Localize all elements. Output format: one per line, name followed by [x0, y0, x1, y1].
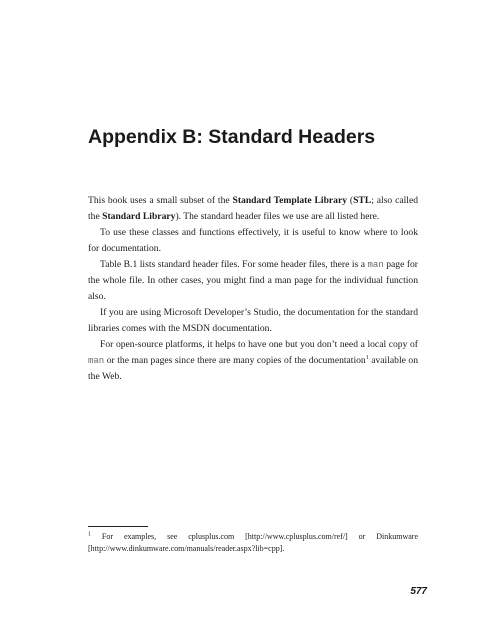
code-term: man	[367, 260, 384, 270]
code-term: man	[88, 356, 105, 366]
text-run: available on the Web.	[88, 355, 418, 382]
paragraph-5	[88, 337, 418, 385]
text-run: page for the whole file. In other cases, you might find a man page for the individual function also.	[88, 259, 419, 302]
bold-term: Standard Library	[102, 211, 176, 222]
page-title: Appendix B: Standard Headers	[88, 126, 376, 148]
paragraph-3	[88, 257, 418, 305]
text-run: ; also called the	[88, 195, 419, 222]
text-run: ). The standard header files we use are all listed here.	[175, 211, 380, 222]
footnote-marker: 1	[88, 531, 91, 538]
bold-term: Standard Template Library	[232, 195, 348, 206]
paragraph-4: If you are using Microsoft Developer’s Studio, the documentation for the standard libraries comes with the MSDN documentation.	[88, 307, 418, 334]
footnote-divider	[88, 526, 148, 527]
footnote	[88, 531, 418, 555]
text-run: This book uses a small subset of the	[88, 195, 233, 206]
footnote-ref: 1	[365, 354, 369, 361]
bold-term: STL	[353, 195, 372, 206]
text-run: For open-source platforms, it helps to have one but you don’t need a local copy of	[100, 339, 418, 350]
text-run: or the man pages since there are many copies of the documentation	[104, 355, 366, 366]
paragraph-2: To use these classes and functions effectively, it is useful to know where to look for documentation.	[88, 227, 418, 254]
text-run: (	[347, 195, 354, 206]
body-text	[88, 193, 418, 385]
page-number: 577	[410, 586, 427, 597]
text-run: Table B.1 lists standard header files. For some header files, there is a	[100, 259, 368, 270]
footnote-text: For examples, see cplusplus.com [http://www.cplusplus.com/ref/] or Dinkumware [http://www.dinkumware.com/manuals/reader.aspx?lib=cpp].	[88, 532, 418, 553]
paragraph-1	[88, 193, 418, 225]
